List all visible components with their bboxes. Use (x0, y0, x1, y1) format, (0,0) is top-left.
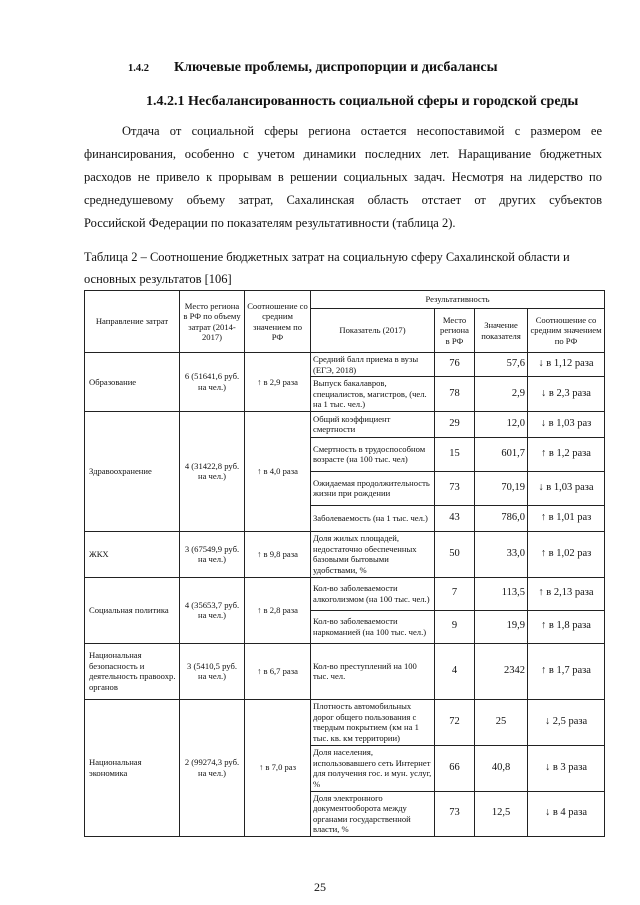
result-ratio-cell: ↓ в 1,03 раз (528, 411, 605, 437)
header-results: Результативность (311, 291, 605, 309)
result-ratio-cell: ↓ в 4 раза (528, 791, 605, 836)
result-place-cell: 9 (435, 610, 475, 643)
header-result-ratio: Соотношение со средним значением по РФ (528, 309, 605, 353)
result-place-cell: 78 (435, 377, 475, 412)
indicator-cell: Заболеваемость (на 1 тыс. чел.) (311, 505, 435, 531)
header-result-place: Место региона в РФ (435, 309, 475, 353)
paragraph-line: среднедушевому объему затрат, Сахалинская область отстает от других субъектов (84, 193, 602, 207)
result-place-cell: 73 (435, 471, 475, 505)
place-cell: 3 (67549,9 руб. на чел.) (180, 531, 245, 577)
subsection-heading: 1.4.2.1 Несбалансированность социальной сферы и городской среды (146, 94, 579, 109)
result-ratio-cell: ↑ в 1,8 раза (528, 610, 605, 643)
result-ratio-cell: ↑ в 2,13 раза (528, 577, 605, 610)
value-cell: 70,19 (475, 471, 528, 505)
header-place: Место региона в РФ по объему затрат (2014-2017) (180, 291, 245, 353)
indicator-cell: Общий коэффициент смертности (311, 411, 435, 437)
value-cell: 40,8 (475, 745, 528, 791)
value-cell: 33,0 (475, 531, 528, 577)
result-place-cell: 72 (435, 699, 475, 745)
paragraph-line: Отдача от социальной сферы региона остается несопоставимой с размером ее (122, 124, 602, 138)
direction-cell: Здравоохранение (85, 411, 180, 531)
header-indicator: Показатель (2017) (311, 309, 435, 353)
indicator-cell: Смертность в трудоспособном возрасте (на 100 тыс. чел) (311, 437, 435, 471)
paragraph-line: финансирования, особенно с учетом динамики последних лет. Наращивание бюджетных (84, 147, 602, 161)
result-ratio-cell: ↓ в 2,3 раза (528, 377, 605, 412)
value-cell: 19,9 (475, 610, 528, 643)
value-cell: 25 (475, 699, 528, 745)
place-cell: 4 (31422,8 руб. на чел.) (180, 411, 245, 531)
indicator-cell: Кол-во заболеваемости наркоманией (на 100 тыс. чел.) (311, 610, 435, 643)
table-caption: Таблица 2 – Соотношение бюджетных затрат на социальную сферу Сахалинской области и основных результатов [106] (84, 250, 570, 286)
value-cell: 601,7 (475, 437, 528, 471)
ratio-cell: ↑ в 2,8 раза (245, 577, 311, 643)
ratio-cell: ↑ в 7,0 раз (245, 699, 311, 836)
result-place-cell: 7 (435, 577, 475, 610)
indicator-cell: Кол-во преступлений на 100 тыс. чел. (311, 643, 435, 699)
indicator-cell: Доля электронного документооборота между органами государственной власти, % (311, 791, 435, 836)
result-place-cell: 15 (435, 437, 475, 471)
value-cell: 2,9 (475, 377, 528, 412)
place-cell: 3 (5410,5 руб. на чел.) (180, 643, 245, 699)
indicator-cell: Плотность автомобильных дорог общего пользования с твердым покрытием (км на 1 тыс. кв. км территории) (311, 699, 435, 745)
value-cell: 57,6 (475, 353, 528, 377)
header-ratio: Соотношение со средним значением по РФ (245, 291, 311, 353)
section-title: Ключевые проблемы, диспропорции и дисбалансы (174, 60, 498, 75)
indicator-cell: Доля жилых площадей, недостаточно обеспеченных базовыми бытовыми удобствами, % (311, 531, 435, 577)
direction-cell: Социальная политика (85, 577, 180, 643)
value-cell: 2342 (475, 643, 528, 699)
value-cell: 12,5 (475, 791, 528, 836)
value-cell: 786,0 (475, 505, 528, 531)
result-place-cell: 73 (435, 791, 475, 836)
direction-cell: ЖКХ (85, 531, 180, 577)
section-heading (128, 60, 498, 76)
ratio-cell: ↑ в 9,8 раза (245, 531, 311, 577)
result-ratio-cell: ↑ в 1,2 раза (528, 437, 605, 471)
result-place-cell: 4 (435, 643, 475, 699)
result-place-cell: 66 (435, 745, 475, 791)
result-ratio-cell: ↓ в 3 раза (528, 745, 605, 791)
place-cell: 2 (99274,3 руб. на чел.) (180, 699, 245, 836)
indicator-cell: Кол-во заболеваемости алкоголизмом (на 100 тыс. чел.) (311, 577, 435, 610)
result-ratio-cell: ↓ в 1,03 раза (528, 471, 605, 505)
result-place-cell: 76 (435, 353, 475, 377)
result-place-cell: 50 (435, 531, 475, 577)
result-ratio-cell: ↑ в 1,02 раз (528, 531, 605, 577)
indicator-cell: Средний балл приема в вузы (ЕГЭ, 2018) (311, 353, 435, 377)
body-paragraph (84, 120, 602, 235)
result-ratio-cell: ↓ 2,5 раза (528, 699, 605, 745)
result-ratio-cell: ↓ в 1,12 раза (528, 353, 605, 377)
paragraph-line: Российской Федерации по показателям результативности (таблица 2). (84, 216, 456, 230)
page-number: 25 (314, 880, 326, 894)
direction-cell: Национальная экономика (85, 699, 180, 836)
budget-results-table (84, 290, 605, 837)
section-number: 1.4.2 (128, 63, 149, 74)
paragraph-line: расходов не привело к прорывам в решении социальных задач. Несмотря на лидерство по (84, 170, 602, 184)
header-value: Значение показателя (475, 309, 528, 353)
indicator-cell: Ожидаемая продолжительность жизни при рождении (311, 471, 435, 505)
place-cell: 6 (51641,6 руб. на чел.) (180, 353, 245, 412)
result-ratio-cell: ↑ в 1,7 раза (528, 643, 605, 699)
ratio-cell: ↑ в 6,7 раза (245, 643, 311, 699)
result-place-cell: 43 (435, 505, 475, 531)
indicator-cell: Доля населения, использовавшего сеть Интернет для получения гос. и мун. услуг, % (311, 745, 435, 791)
value-cell: 12,0 (475, 411, 528, 437)
header-direction: Направление затрат (85, 291, 180, 353)
direction-cell: Образование (85, 353, 180, 412)
direction-cell: Национальная безопасность и деятельность правоохр. органов (85, 643, 180, 699)
result-ratio-cell: ↑ в 1,01 раз (528, 505, 605, 531)
ratio-cell: ↑ в 2,9 раза (245, 353, 311, 412)
value-cell: 113,5 (475, 577, 528, 610)
place-cell: 4 (35653,7 руб. на чел.) (180, 577, 245, 643)
ratio-cell: ↑ в 4,0 раза (245, 411, 311, 531)
indicator-cell: Выпуск бакалавров, специалистов, магистров, (чел. на 1 тыс. чел.) (311, 377, 435, 412)
result-place-cell: 29 (435, 411, 475, 437)
